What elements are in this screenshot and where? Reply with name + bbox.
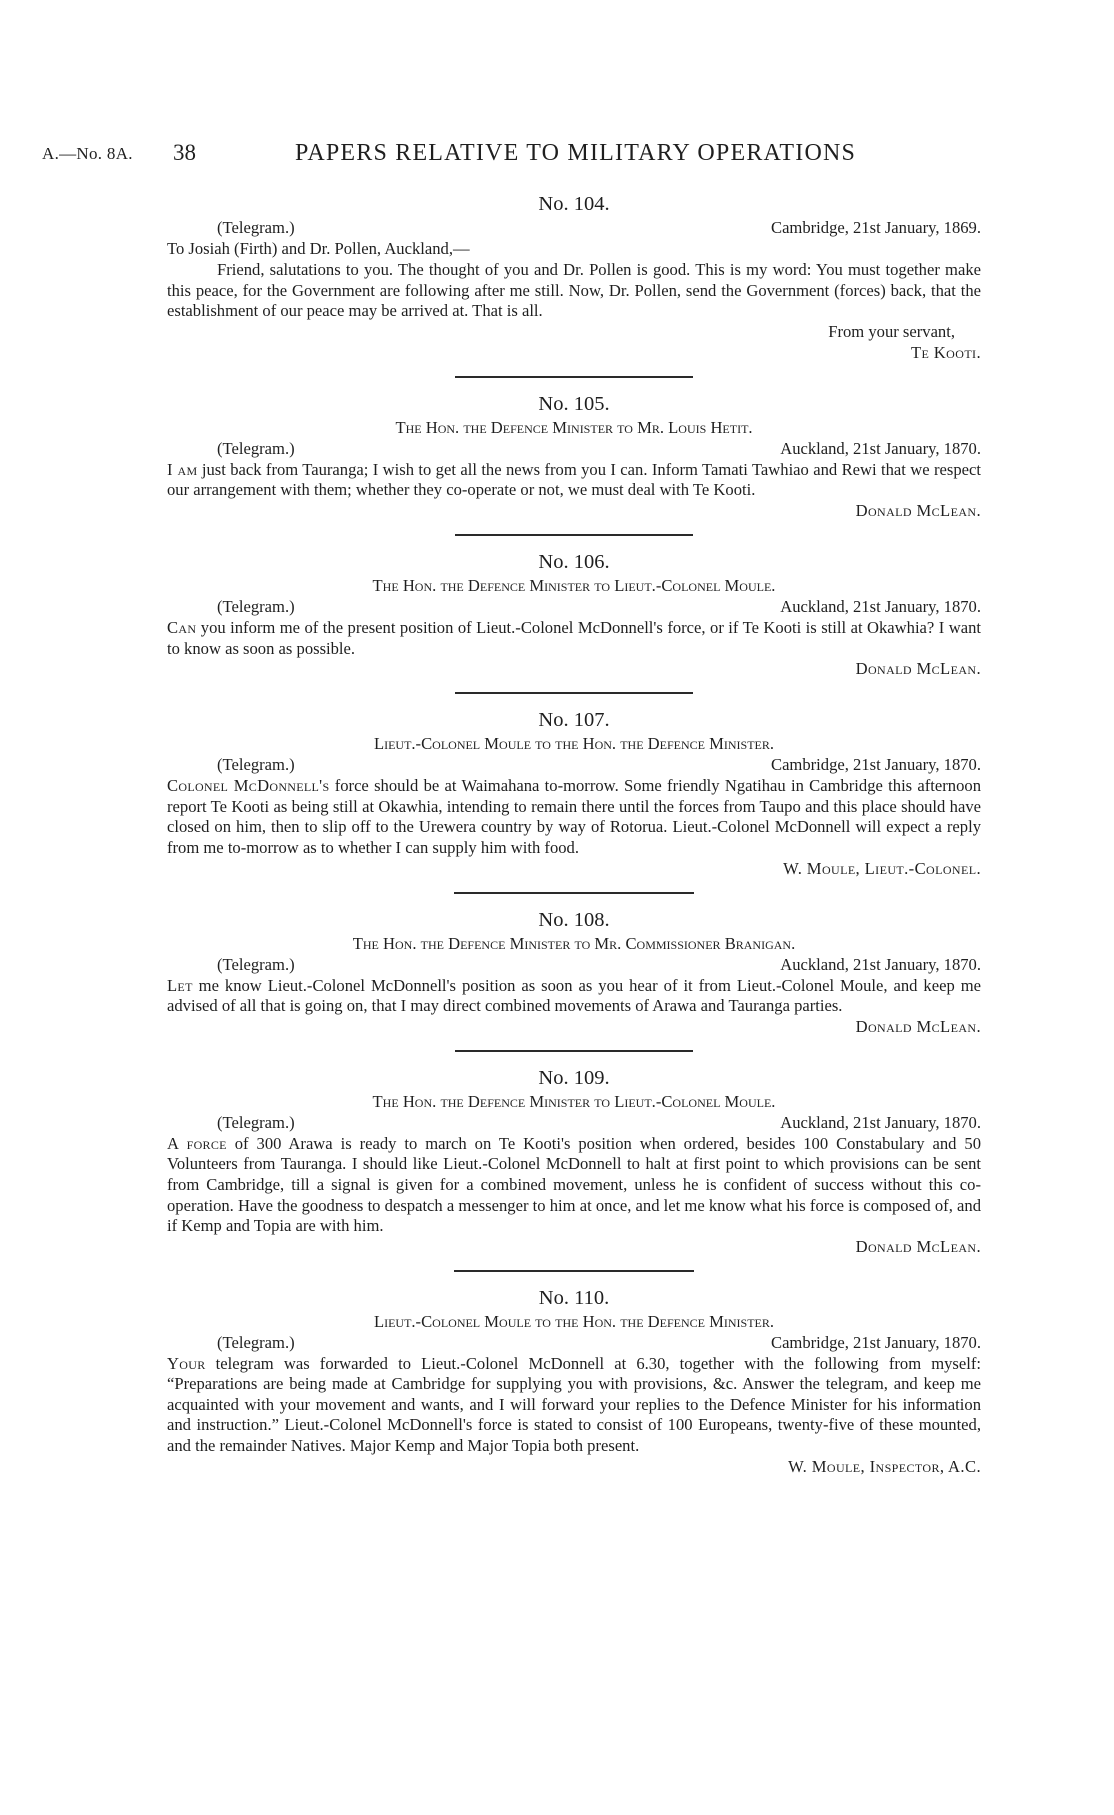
entry-signature: Donald McLean. — [855, 500, 981, 520]
telegram-entry-104 — [167, 192, 981, 378]
entry-number: No. 104. — [538, 193, 610, 215]
telegram-entry-108 — [167, 908, 981, 1052]
section-divider — [455, 1050, 693, 1052]
entry-address: To Josiah (Firth) and Dr. Pollen, Auckland,— — [167, 239, 470, 258]
entry-heading: The Hon. the Defence Minister to Lieut.-Colonel Moule. — [372, 575, 776, 595]
entry-signature: W. Moule, Lieut.-Colonel. — [783, 858, 981, 878]
entry-signature: Donald McLean. — [855, 1016, 981, 1036]
telegram-list — [167, 192, 981, 1478]
entry-opening: Can — [167, 617, 197, 637]
entry-number: No. 110. — [538, 1286, 610, 1309]
section-divider — [455, 534, 693, 536]
entry-type: (Telegram.) — [217, 218, 295, 237]
entry-body — [167, 976, 981, 1017]
entry-body — [167, 460, 981, 501]
entry-number: No. 108. — [538, 908, 610, 931]
entry-opening: A force — [167, 1133, 227, 1153]
entry-signature: Te Kooti. — [910, 342, 981, 362]
entry-heading: The Hon. the Defence Minister to Lieut.-Colonel Moule. — [372, 1091, 776, 1111]
page-number: 38 — [173, 140, 196, 165]
entry-heading: Lieut.-Colonel Moule to the Hon. the Defence Minister. — [373, 1311, 775, 1331]
entry-type: (Telegram.) — [217, 755, 295, 775]
entry-place-date: Cambridge, 21st January, 1869. — [771, 218, 981, 237]
entry-type: (Telegram.) — [217, 596, 295, 616]
section-divider — [454, 1270, 694, 1272]
entry-signature: Donald McLean. — [855, 659, 981, 679]
entry-meta — [167, 439, 981, 460]
entry-body-text: force should be at Waimahana to-morrow. Some friendly Ngatihau in Cambridge this afternoon report Te Kooti as being still at Okawhia, intending to remain there until the forces from Taupo and this place should have closed on him, then to slip off to the Urewera country by way of Rotorua. Lieut.-Colonel McDonnell will expect a reply from me to-morrow as to whether I can supply him with food. — [167, 776, 981, 857]
entry-place-date: Cambridge, 21st January, 1870. — [771, 755, 981, 775]
entry-heading: Lieut.-Colonel Moule to the Hon. the Defence Minister. — [373, 734, 775, 754]
entry-place-date: Auckland, 21st January, 1870. — [780, 438, 981, 458]
entry-body — [167, 1134, 981, 1237]
entry-body: Friend, salutations to you. The thought of you and Dr. Pollen is good. This is my word: You must together make this peace, for the Government are following after me still. Now, Dr. Pollen, send the Government (forces) back, that the establishment of our peace may be arrived at. That is all. — [167, 260, 981, 321]
telegram-entry-107 — [167, 708, 981, 893]
entry-place-date: Auckland, 21st January, 1870. — [780, 596, 981, 616]
entry-type: (Telegram.) — [217, 1112, 295, 1132]
entry-opening: Your — [167, 1353, 206, 1373]
entry-meta — [167, 755, 981, 776]
entry-number: No. 106. — [538, 550, 610, 573]
entry-body-text: of 300 Arawa is ready to march on Te Kooti's position when ordered, besides 100 Constabulary and 50 Volunteers from Tauranga. I should like Lieut.-Colonel McDonnell to halt at first point to which provisions can be sent from Cambridge, till a signal is given for a combined movement, unless he is confident of success without this co-operation. Have the goodness to despatch a messenger to him at once, and let me know what his force is composed of, and if Kemp and Topia are with him. — [167, 1133, 981, 1236]
entry-body — [167, 618, 981, 659]
entry-type: (Telegram.) — [217, 438, 295, 458]
entry-heading: The Hon. the Defence Minister to Mr. Louis Hetit. — [395, 417, 753, 437]
entry-signature: Donald McLean. — [855, 1236, 981, 1256]
entry-opening: Colonel McDonnell's — [167, 776, 330, 796]
section-divider — [454, 892, 694, 894]
entry-place-date: Auckland, 21st January, 1870. — [780, 1112, 981, 1132]
entry-closing: From your servant, — [828, 321, 955, 341]
entry-place-date: Cambridge, 21st January, 1870. — [771, 1332, 981, 1352]
entry-number: No. 105. — [538, 392, 610, 415]
entry-body-text: you inform me of the present position of Lieut.-Colonel McDonnell's force, or if Te Kooti is still at Okawhia? I want to know as soon as possible. — [167, 617, 981, 658]
entry-heading: The Hon. the Defence Minister to Mr. Commissioner Branigan. — [352, 933, 796, 953]
section-divider — [455, 376, 693, 378]
entry-body-text: just back from Tauranga; I wish to get all the news from you I can. Inform Tamati Tawhiao and Rewi that we respect our arrangement with them; whether they co-operate or not, we must deal with Te Kooti. — [167, 459, 981, 500]
entry-body — [167, 1354, 981, 1457]
telegram-entry-105 — [167, 392, 981, 536]
running-title: PAPERS RELATIVE TO MILITARY OPERATIONS — [295, 140, 857, 166]
running-header — [42, 140, 1042, 170]
entry-number: No. 109. — [538, 1066, 610, 1089]
entry-body — [167, 776, 981, 858]
entry-meta — [167, 1333, 981, 1354]
entry-opening: Let — [167, 975, 193, 995]
entry-meta — [167, 955, 981, 976]
entry-number: No. 107. — [538, 709, 610, 732]
entry-type: (Telegram.) — [217, 954, 295, 974]
entry-opening: I am — [167, 459, 198, 479]
entry-signature: W. Moule, Inspector, A.C. — [788, 1456, 981, 1476]
entry-body-text: telegram was forwarded to Lieut.-Colonel McDonnell at 6.30, together with the following from myself: “Preparations are being made at Cambridge for supplying you with provisions, &c. Answer the telegram, and keep me acquainted with your movement and wants, and I will forward your replies to the Defence Minister for his information and instruction.” Lieut.-Colonel McDonnell's force is stated to consist of 100 Europeans, twenty-five of these mounted, and the remainder Natives. Major Kemp and Major Topia both present. — [167, 1353, 982, 1456]
document-reference: A.—No. 8A. — [42, 144, 133, 163]
entry-place-date: Auckland, 21st January, 1870. — [780, 954, 981, 974]
entry-body-text: me know Lieut.-Colonel McDonnell's position as soon as you hear of it from Lieut.-Colonel Moule, and keep me advised of all that is going on, that I may direct combined movements of Arawa and Tauranga parties. — [167, 975, 981, 1016]
entry-meta — [167, 597, 981, 618]
section-divider — [455, 692, 693, 694]
telegram-entry-109 — [167, 1066, 981, 1272]
entry-meta — [167, 1113, 981, 1134]
telegram-entry-110 — [167, 1286, 981, 1478]
entry-meta — [167, 218, 981, 239]
entry-type: (Telegram.) — [217, 1332, 295, 1352]
telegram-entry-106 — [167, 550, 981, 694]
